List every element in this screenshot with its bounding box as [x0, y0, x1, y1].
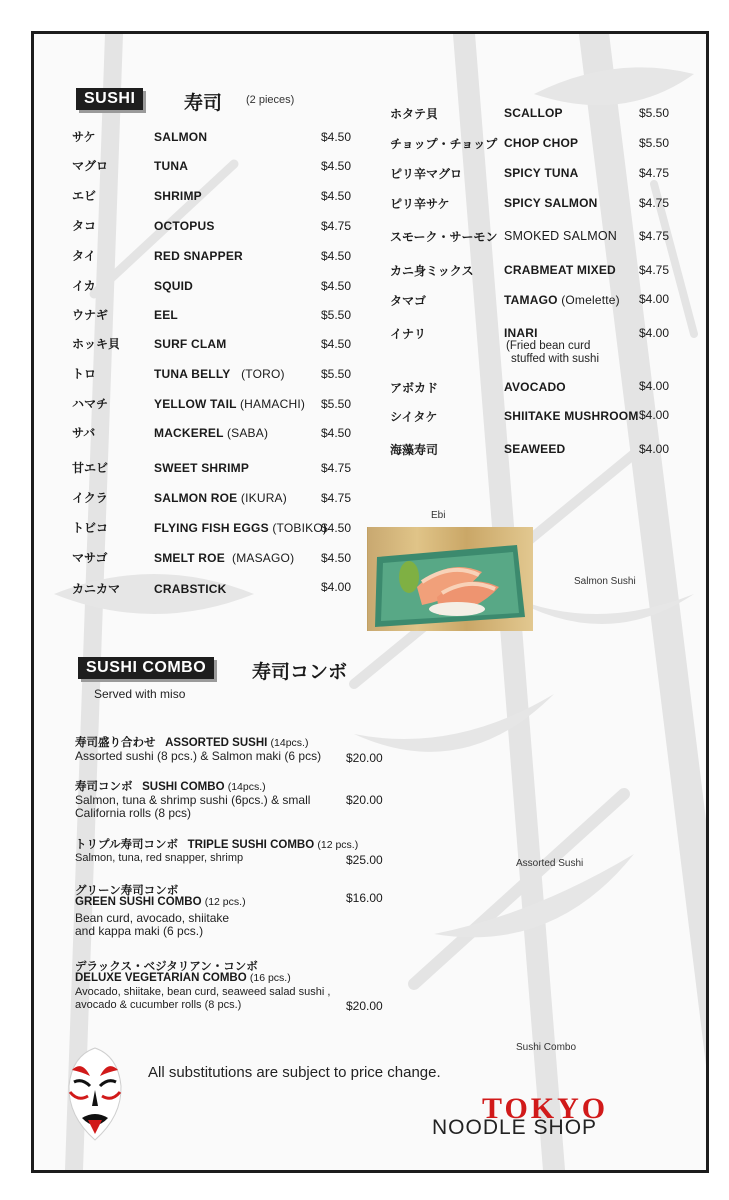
- item-jp: エビ: [72, 189, 97, 203]
- combo-price: $20.00: [346, 999, 383, 1013]
- combo-desc: Bean curd, avocado, shiitake: [75, 911, 230, 925]
- item-jp: トロ: [72, 367, 97, 381]
- item-en: SPICY SALMON: [504, 196, 598, 210]
- item-price: $4.50: [321, 426, 352, 440]
- item-price: $4.75: [321, 461, 352, 475]
- caption-sushi-combo: Sushi Combo: [516, 1042, 577, 1053]
- combo-head-en: GREEN SUSHI COMBO: [75, 896, 202, 908]
- item-price: $5.50: [639, 106, 670, 120]
- item-price: $4.00: [639, 326, 670, 340]
- item-en: CHOP CHOP: [504, 136, 579, 150]
- combo-head-en: TRIPLE SUSHI COMBO: [187, 839, 315, 851]
- item-en-extra: (TOBIKO): [272, 521, 328, 535]
- item-price: $4.50: [321, 159, 352, 173]
- item-jp: トビコ: [72, 521, 109, 535]
- kabuki-mask-icon: [64, 1046, 126, 1142]
- item-en: [154, 521, 327, 535]
- item-jp: ハマチ: [72, 397, 109, 411]
- item-en: SURF CLAM: [154, 337, 227, 351]
- brand-tokyo: TOKYO: [482, 1092, 609, 1125]
- item-price: $4.00: [321, 580, 352, 594]
- item-jp: チョップ・チョップ: [390, 137, 498, 151]
- ebi-photo: [367, 527, 533, 631]
- item-jp: アボカド: [390, 381, 439, 395]
- item-en-name: TUNA BELLY: [154, 367, 231, 381]
- item-en-extra: (Omelette): [561, 293, 620, 307]
- item-desc: stuffed with sushi: [511, 353, 600, 365]
- item-en: [504, 293, 620, 307]
- item-en-name: YELLOW TAIL: [154, 397, 237, 411]
- item-en: SEAWEED: [504, 442, 566, 456]
- combo-pcs: (14pcs.): [270, 737, 309, 749]
- substitution-notice: All substitutions are subject to price change.: [148, 1064, 441, 1081]
- item-en: [154, 491, 287, 505]
- combo-price: $25.00: [346, 853, 383, 867]
- item-price: $4.50: [321, 337, 352, 351]
- combo-desc: California rolls (8 pcs): [75, 806, 192, 820]
- item-price: $4.50: [321, 249, 352, 263]
- item-en: [154, 367, 285, 381]
- combo-price: $16.00: [346, 891, 383, 905]
- combo-jp-title: 寿司コンボ: [252, 662, 348, 683]
- item-en: SQUID: [154, 279, 194, 293]
- combo-desc: and kappa maki (6 pcs.): [75, 924, 204, 938]
- item-jp: タコ: [72, 219, 97, 233]
- item-price: $4.00: [639, 408, 670, 422]
- sushi-note: (2 pieces): [246, 94, 295, 106]
- item-en: CRABMEAT MIXED: [504, 263, 616, 277]
- item-en: SCALLOP: [504, 106, 563, 120]
- item-jp: ピリ辛マグロ: [390, 167, 463, 181]
- combo-head: [75, 778, 266, 794]
- item-jp: ウナギ: [72, 308, 109, 322]
- item-en: [154, 426, 268, 440]
- item-price: $4.00: [639, 442, 670, 456]
- item-jp: イナリ: [390, 327, 427, 341]
- combo-head-en: ASSORTED SUSHI: [165, 737, 268, 749]
- item-price: $4.00: [639, 292, 670, 306]
- item-en-extra: (IKURA): [240, 491, 287, 505]
- combo-desc: Salmon, tuna, red snapper, shrimp: [75, 852, 244, 864]
- item-jp: ホッキ貝: [72, 337, 121, 351]
- item-en: SHIITAKE MUSHROOM: [504, 409, 639, 423]
- combo-head: グリーン寿司コンボ: [75, 885, 179, 897]
- item-price: $5.50: [321, 308, 352, 322]
- item-jp: マグロ: [72, 159, 109, 173]
- item-jp: タイ: [72, 249, 96, 263]
- combo-pcs: (14pcs.): [227, 781, 266, 793]
- combo-desc: Assorted sushi (8 pcs.) & Salmon maki (6 pcs): [75, 749, 322, 763]
- item-jp: 甘エビ: [72, 461, 109, 475]
- item-en-extra: (SABA): [226, 426, 269, 440]
- combo-head-en: SUSHI COMBO: [142, 781, 225, 793]
- item-en: [154, 551, 294, 565]
- item-en-name: TAMAGO: [504, 293, 558, 307]
- menu-page: [31, 31, 709, 1173]
- item-en-extra: (TORO): [241, 367, 285, 381]
- item-price: $4.50: [321, 130, 352, 144]
- item-en: RED SNAPPER: [154, 249, 243, 263]
- item-price: $4.75: [639, 196, 670, 210]
- combo-head: デラックス・ベジタリアン・コンボ: [75, 961, 258, 973]
- caption-assorted-sushi: Assorted Sushi: [516, 858, 584, 869]
- item-jp: 海藻寿司: [390, 443, 439, 457]
- item-price: $4.50: [321, 189, 352, 203]
- combo-head-jp: 寿司盛り合わせ: [75, 737, 156, 749]
- item-en: SMOKED SALMON: [504, 229, 618, 243]
- item-en-extra: (MASAGO): [232, 551, 295, 565]
- combo-head: [75, 896, 246, 908]
- combo-desc: Avocado, shiitake, bean curd, seaweed salad sushi ,: [75, 986, 331, 998]
- caption-salmon-sushi: Salmon Sushi: [574, 576, 636, 587]
- combo-price: $20.00: [346, 751, 383, 765]
- item-en: SWEET SHRIMP: [154, 461, 250, 475]
- item-price: $5.50: [321, 367, 352, 381]
- combo-pcs: (16 pcs.): [249, 972, 291, 984]
- item-jp: カニ身ミックス: [390, 264, 474, 278]
- item-jp: マサゴ: [72, 551, 108, 565]
- combo-head: [75, 972, 291, 984]
- item-en: SALMON: [154, 130, 208, 144]
- item-en: INARI: [504, 326, 538, 340]
- item-jp: タマゴ: [390, 294, 427, 308]
- combo-price: $20.00: [346, 793, 383, 807]
- item-en-name: SMELT ROE: [154, 551, 225, 565]
- brand-noodle-shop: NOODLE SHOP: [432, 1116, 598, 1139]
- item-en: SHRIMP: [154, 189, 202, 203]
- item-jp: イクラ: [72, 491, 108, 505]
- sushi-jp-title: 寿司: [184, 93, 223, 114]
- item-jp: スモーク・サーモン: [390, 230, 498, 244]
- item-en: TUNA: [154, 159, 189, 173]
- sushi-section-tag: SUSHI: [76, 88, 143, 110]
- item-price: $4.50: [321, 521, 352, 535]
- ebi-illustration: [367, 527, 533, 631]
- combo-head-en: DELUXE VEGETARIAN COMBO: [75, 972, 247, 984]
- combo-desc: Salmon, tuna & shrimp sushi (6pcs.) & small: [75, 793, 311, 807]
- item-en: SPICY TUNA: [504, 166, 579, 180]
- item-jp: サケ: [72, 130, 96, 144]
- combo-desc: avocado & cucumber rolls (8 pcs.): [75, 999, 242, 1011]
- combo-head-jp: トリプル寿司コンボ: [75, 839, 179, 851]
- item-price: $4.50: [321, 551, 352, 565]
- combo-pcs: (12 pcs.): [317, 839, 359, 851]
- item-jp: シイタケ: [390, 410, 438, 424]
- item-jp: ホタテ貝: [390, 107, 439, 121]
- item-en-name: FLYING FISH EGGS: [154, 521, 269, 535]
- item-en: AVOCADO: [504, 380, 566, 394]
- item-price: $4.75: [639, 229, 670, 243]
- combo-head: [75, 734, 308, 750]
- item-en-name: SALMON ROE: [154, 491, 238, 505]
- combo-head: [75, 836, 358, 852]
- item-en-name: MACKEREL: [154, 426, 224, 440]
- item-jp: サバ: [72, 426, 96, 440]
- item-jp: イカ: [72, 279, 96, 293]
- item-price: $4.75: [321, 491, 352, 505]
- item-price: $4.75: [639, 263, 670, 277]
- item-en: CRABSTICK: [154, 582, 227, 596]
- caption-ebi: Ebi: [431, 510, 446, 521]
- item-en: EEL: [154, 308, 178, 322]
- combo-head-jp: 寿司コンボ: [75, 781, 133, 793]
- item-price: $5.50: [639, 136, 670, 150]
- item-desc: (Fried bean curd: [506, 340, 591, 352]
- item-price: $4.00: [639, 379, 670, 393]
- item-price: $4.75: [639, 166, 670, 180]
- combo-pcs: (12 pcs.): [204, 896, 246, 908]
- item-price: $4.75: [321, 219, 352, 233]
- item-jp: ピリ辛サケ: [390, 197, 450, 211]
- combo-note: Served with miso: [94, 687, 186, 701]
- item-jp: カニカマ: [72, 582, 121, 596]
- item-en: [154, 397, 305, 411]
- item-en: OCTOPUS: [154, 219, 215, 233]
- item-price: $4.50: [321, 279, 352, 293]
- item-en-extra: (HAMACHI): [239, 397, 306, 411]
- item-price: $5.50: [321, 397, 352, 411]
- combo-section-tag: SUSHI COMBO: [78, 657, 214, 679]
